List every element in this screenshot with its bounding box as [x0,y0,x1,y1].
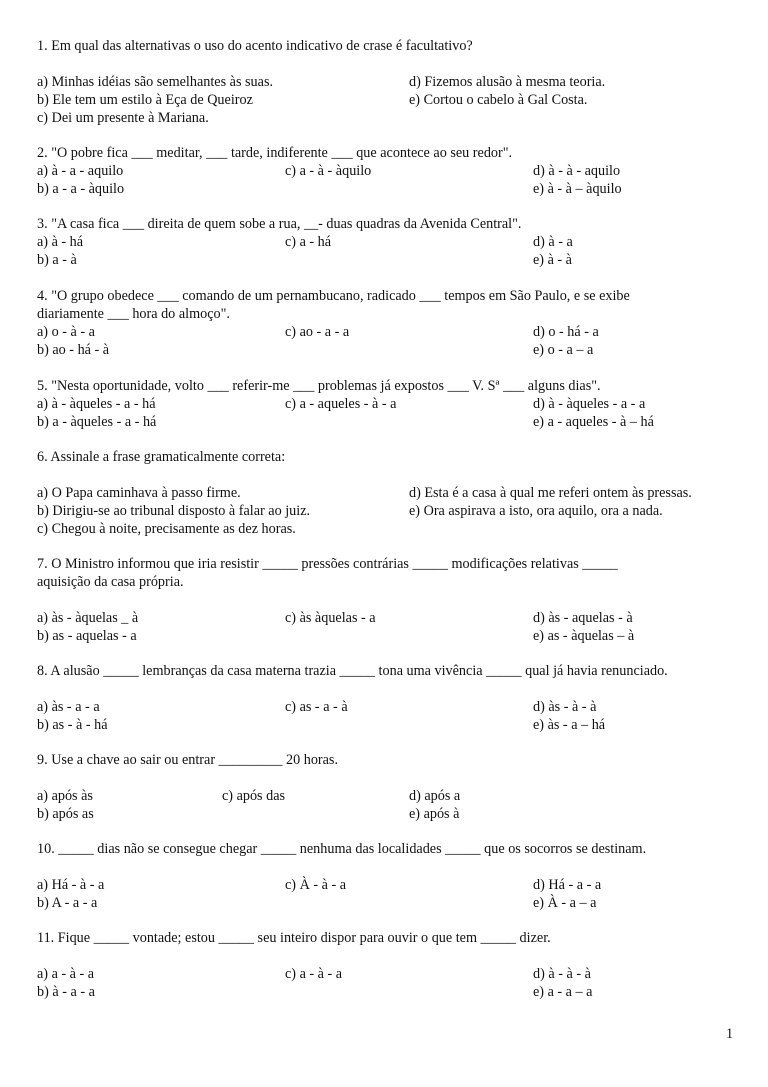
question-6-option-e: e) Ora aspirava a isto, ora aquilo, ora a nada. [409,503,663,519]
question-9-text: 9. Use a chave ao sair ou entrar _________ 20 horas. [37,752,338,768]
question-3-option-e: e) à - à [533,252,572,268]
question-7-option-a: a) às - àquelas _ à [37,610,139,626]
question-10-option-e: e) À - a – a [533,895,597,911]
question-7-option-b: b) as - aquelas - a [37,628,137,644]
question-2-text: 2. "O pobre fica ___ meditar, ___ tarde, indiferente ___ que acontece ao seu redor". [37,145,513,161]
question-5-option-d: d) à - àqueles - a - a [533,396,646,412]
question-2-option-a: a) à - a - aquilo [37,163,124,179]
question-8-option-a: a) às - a - a [37,699,100,715]
question-6-option-d: d) Esta é a casa à qual me referi ontem às pressas. [409,485,692,501]
page-number: 1 [726,1026,734,1042]
question-1-option-b: b) Ele tem um estilo à Eça de Queiroz [37,92,253,108]
question-5-text: 5. "Nesta oportunidade, volto ___ referir-me ___ problemas já expostos ___ V. Sª ___ alguns dias". [37,378,601,394]
question-8-option-e: e) às - a – há [533,717,606,733]
question-6-option-c: c) Chegou à noite, precisamente as dez horas. [37,521,296,537]
question-9-option-d: d) após a [409,788,461,804]
question-7-text-line-1: 7. O Ministro informou que iria resistir _____ pressões contrárias _____ modificações relativas _____ [37,556,618,572]
question-10-option-b: b) A - a - a [37,895,98,911]
question-7-option-d: d) às - aquelas - à [533,610,633,626]
question-10-option-c: c) À - à - a [285,877,347,893]
question-2-option-c: c) a - à - àquilo [285,163,372,179]
question-3-option-d: d) à - a [533,234,573,250]
question-4-option-d: d) o - há - a [533,324,599,340]
question-11-option-c: c) a - à - a [285,966,343,982]
question-11-option-d: d) à - à - à [533,966,591,982]
question-10-text: 10. _____ dias não se consegue chegar _____ nenhuma das localidades _____ que os socorros se destinam. [37,841,647,857]
question-3-text: 3. "A casa fica ___ direita de quem sobe a rua, __- duas quadras da Avenida Central". [37,216,522,232]
question-2-option-e: e) à - à – àquilo [533,181,622,197]
question-4-option-e: e) o - a – a [533,342,594,358]
question-7-option-e: e) as - àquelas – à [533,628,635,644]
question-4-option-a: a) o - à - a [37,324,95,340]
question-5-option-e: e) a - aqueles - à – há [533,414,654,430]
question-7-option-c: c) às àquelas - a [285,610,376,626]
question-1-option-a: a) Minhas idéias são semelhantes às suas. [37,74,274,90]
question-11-option-b: b) à - a - a [37,984,95,1000]
question-11-option-a: a) a - à - a [37,966,95,982]
question-8-option-d: d) às - à - à [533,699,597,715]
question-5-option-c: c) a - aqueles - à - a [285,396,397,412]
question-4-option-c: c) ao - a - a [285,324,350,340]
question-3-option-b: b) a - à [37,252,77,268]
question-1-option-d: d) Fizemos alusão à mesma teoria. [409,74,606,90]
question-3-option-c: c) a - há [285,234,332,250]
question-8-text: 8. A alusão _____ lembranças da casa materna trazia _____ tona uma vivência _____ qual já havia renunciado. [37,663,668,679]
question-8-option-b: b) as - à - há [37,717,108,733]
question-6-text: 6. Assinale a frase gramaticalmente correta: [37,449,286,465]
question-9-option-b: b) após as [37,806,94,822]
question-2-option-b: b) a - a - àquilo [37,181,125,197]
question-10-option-a: a) Há - à - a [37,877,105,893]
question-6-option-b: b) Dirigiu-se ao tribunal disposto à falar ao juiz. [37,503,311,519]
question-3-option-a: a) à - há [37,234,84,250]
question-11-option-e: e) a - a – a [533,984,593,1000]
question-5-option-a: a) à - àqueles - a - há [37,396,156,412]
question-4-option-b: b) ao - há - à [37,342,110,358]
question-2-option-d: d) à - à - aquilo [533,163,621,179]
question-11-text: 11. Fique _____ vontade; estou _____ seu inteiro dispor para ouvir o que tem _____ dizer. [37,930,551,946]
question-10-option-d: d) Há - a - a [533,877,602,893]
question-1-text: 1. Em qual das alternativas o uso do acento indicativo de crase é facultativo? [37,38,473,54]
question-9-option-a: a) após às [37,788,93,804]
question-9-option-e: e) após à [409,806,460,822]
question-1-option-c: c) Dei um presente à Mariana. [37,110,209,126]
question-7-text-line-2: aquisição da casa própria. [37,574,184,590]
question-5-option-b: b) a - àqueles - a - há [37,414,157,430]
question-9-option-c: c) após das [222,788,286,804]
question-6-option-a: a) O Papa caminhava à passo firme. [37,485,241,501]
question-8-option-c: c) as - a - à [285,699,348,715]
question-4-text-line-2: diariamente ___ hora do almoço". [37,306,230,322]
question-4-text-line-1: 4. "O grupo obedece ___ comando de um pernambucano, radicado ___ tempos em São Paulo, e se exibe [37,288,630,304]
question-1-option-e: e) Cortou o cabelo à Gal Costa. [409,92,588,108]
